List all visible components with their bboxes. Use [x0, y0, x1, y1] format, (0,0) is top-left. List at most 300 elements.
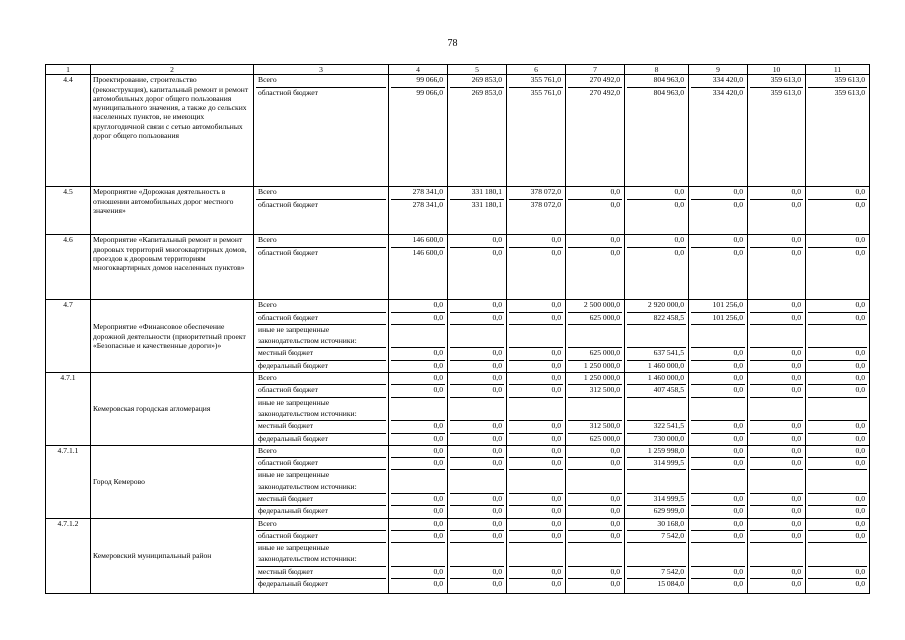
amount-value: 0,0	[733, 373, 743, 383]
amount-value: 0,0	[450, 493, 504, 505]
amount-value	[808, 542, 867, 554]
amount-value: 637 541,5	[627, 347, 686, 359]
section-name: Проектирование, строительство (реконструкция), капитальный ремонт и ремонт автомобильных дорог общего пользования муниципального значения, а также до сельских населенных пунктов, не имеющих круглогодичной связи с сетью автомобильных дорог общего пользования	[91, 75, 254, 187]
year-column-cell	[625, 187, 689, 235]
amount-value: 0,0	[750, 457, 803, 469]
amount-value	[568, 469, 622, 481]
funding-source-label: областной бюджет	[256, 247, 386, 259]
amount-value: 0,0	[450, 457, 504, 469]
amount-value	[568, 397, 622, 409]
year-column-cell	[389, 75, 448, 187]
amount-value	[509, 409, 563, 420]
amount-value: 0,0	[568, 566, 622, 578]
section-row	[46, 518, 870, 593]
year-column-cell	[689, 445, 748, 518]
amount-value: 146 600,0	[391, 247, 445, 259]
amount-value: 146 600,0	[412, 235, 443, 245]
amount-value: 0,0	[691, 566, 745, 578]
amount-value: 0,0	[750, 247, 803, 259]
year-column-cell	[748, 518, 806, 593]
header-cell: 2	[91, 65, 254, 75]
year-column-cell	[566, 445, 625, 518]
amount-value: 0,0	[509, 566, 563, 578]
section-code: 4.7.1.2	[46, 518, 91, 593]
year-column-cell	[689, 75, 748, 187]
amount-value: 0,0	[433, 300, 443, 310]
year-column-cell	[448, 445, 507, 518]
amount-value: 1 250 000,0	[568, 360, 622, 372]
amount-value: 1 460 000,0	[647, 373, 684, 383]
year-column-cell	[748, 300, 806, 373]
amount-value	[750, 542, 803, 554]
amount-value: 0,0	[750, 199, 803, 211]
amount-value: 0,0	[610, 235, 620, 245]
amount-value: 0,0	[750, 433, 803, 445]
amount-value: 0,0	[791, 300, 801, 310]
amount-value: 331 180,1	[471, 187, 502, 197]
amount-value: 0,0	[691, 433, 745, 445]
amount-value	[450, 542, 504, 554]
amount-value: 0,0	[450, 530, 504, 542]
amount-value: 0,0	[450, 312, 504, 324]
amount-value: 0,0	[691, 530, 745, 542]
funding-source-label: областной бюджет	[256, 199, 386, 211]
amount-value: 1 259 998,0	[647, 445, 684, 455]
section-name: Кемеровский муниципальный район	[91, 518, 254, 593]
year-column-cell	[448, 235, 507, 300]
funding-source-label: местный бюджет	[256, 566, 386, 578]
amount-value: 0,0	[450, 420, 504, 432]
year-column-cell	[806, 518, 870, 593]
funding-source-label: федеральный бюджет	[256, 505, 386, 517]
amount-value: 0,0	[691, 384, 745, 396]
amount-value: 0,0	[855, 300, 865, 310]
amount-value: 0,0	[551, 445, 561, 455]
year-column-cell	[625, 518, 689, 593]
year-column-cell	[748, 445, 806, 518]
funding-source-label: местный бюджет	[256, 347, 386, 359]
page-number: 78	[447, 38, 458, 49]
amount-value: 0,0	[509, 530, 563, 542]
section-name: Мероприятие «Капитальный ремонт и ремонт дворовых территорий многоквартирных домов, проездов к дворовым территориям многоквартирных домов населенных пунктов»	[91, 235, 254, 300]
funding-source-label: иные не запрещенные	[256, 324, 386, 336]
section-row	[46, 373, 870, 446]
amount-value	[750, 554, 803, 565]
amount-value: 0,0	[855, 235, 865, 245]
amount-value: 2 500 000,0	[583, 300, 620, 310]
amount-value	[568, 409, 622, 420]
year-column-cell	[507, 445, 566, 518]
year-column-cell	[806, 373, 870, 446]
amount-value	[627, 482, 686, 493]
amount-value: 359 613,0	[834, 75, 865, 85]
amount-value	[627, 469, 686, 481]
amount-value: 0,0	[733, 518, 743, 528]
amount-value: 0,0	[509, 360, 563, 372]
amount-value	[750, 336, 803, 347]
amount-value	[391, 336, 445, 347]
amount-value: 0,0	[551, 373, 561, 383]
section-code: 4.4	[46, 75, 91, 187]
amount-value: 0,0	[750, 530, 803, 542]
funding-source-label: Всего	[258, 300, 277, 310]
funding-source-label: иные не запрещенные	[256, 542, 386, 554]
amount-value: 804 963,0	[627, 87, 686, 99]
amount-value: 0,0	[391, 420, 445, 432]
funding-source-label: областной бюджет	[256, 312, 386, 324]
amount-value: 0,0	[855, 518, 865, 528]
year-column-cell	[566, 187, 625, 235]
amount-value: 0,0	[391, 312, 445, 324]
table-header-row	[46, 65, 870, 75]
amount-value: 0,0	[808, 530, 867, 542]
amount-value: 0,0	[509, 247, 563, 259]
amount-value	[750, 469, 803, 481]
amount-value: 0,0	[808, 360, 867, 372]
section-row	[46, 187, 870, 235]
funding-source-label: Всего	[258, 445, 277, 455]
amount-value	[808, 324, 867, 336]
amount-value: 0,0	[610, 518, 620, 528]
section-code: 4.7.1	[46, 373, 91, 446]
amount-value: 0,0	[551, 518, 561, 528]
amount-value: 0,0	[791, 373, 801, 383]
year-column-cell	[389, 300, 448, 373]
amount-value: 0,0	[733, 235, 743, 245]
amount-value: 0,0	[855, 187, 865, 197]
year-column-cell	[748, 235, 806, 300]
amount-value: 0,0	[509, 505, 563, 517]
amount-value: 7 542,0	[627, 566, 686, 578]
year-column-cell	[448, 518, 507, 593]
amount-value: 101 256,0	[691, 312, 745, 324]
year-column-cell	[566, 373, 625, 446]
funding-sources	[254, 373, 389, 446]
amount-value	[691, 336, 745, 347]
year-column-cell	[389, 187, 448, 235]
amount-value: 0,0	[391, 578, 445, 590]
funding-source-label: Всего	[258, 373, 277, 383]
amount-value: 0,0	[509, 420, 563, 432]
header-cell: 7	[566, 65, 625, 75]
amount-value	[750, 482, 803, 493]
amount-value: 101 256,0	[712, 300, 743, 310]
amount-value: 0,0	[391, 505, 445, 517]
amount-value	[391, 409, 445, 420]
amount-value	[568, 554, 622, 565]
amount-value: 322 541,5	[627, 420, 686, 432]
year-column-cell	[748, 373, 806, 446]
amount-value: 0,0	[808, 347, 867, 359]
amount-value	[808, 482, 867, 493]
amount-value: 730 000,0	[627, 433, 686, 445]
funding-source-label: федеральный бюджет	[256, 360, 386, 372]
amount-value	[450, 397, 504, 409]
funding-source-label: иные не запрещенные	[256, 469, 386, 481]
amount-value: 0,0	[808, 578, 867, 590]
amount-value: 0,0	[791, 445, 801, 455]
amount-value: 0,0	[391, 360, 445, 372]
amount-value	[568, 336, 622, 347]
funding-source-label: федеральный бюджет	[256, 433, 386, 445]
year-column-cell	[507, 75, 566, 187]
year-column-cell	[389, 235, 448, 300]
amount-value	[391, 397, 445, 409]
amount-value: 0,0	[750, 493, 803, 505]
amount-value: 0,0	[808, 312, 867, 324]
funding-sources	[254, 75, 389, 187]
amount-value	[750, 409, 803, 420]
year-column-cell	[448, 373, 507, 446]
amount-value: 0,0	[391, 433, 445, 445]
funding-source-label: Всего	[258, 187, 277, 197]
amount-value	[509, 542, 563, 554]
year-column-cell	[566, 518, 625, 593]
amount-value	[808, 469, 867, 481]
amount-value: 0,0	[750, 360, 803, 372]
amount-value: 0,0	[433, 373, 443, 383]
amount-value: 0,0	[691, 505, 745, 517]
amount-value: 0,0	[492, 518, 502, 528]
amount-value: 0,0	[509, 347, 563, 359]
header-cell: 9	[689, 65, 748, 75]
amount-value: 0,0	[627, 199, 686, 211]
funding-source-label: законодательством источники:	[258, 408, 357, 418]
amount-value: 0,0	[568, 199, 622, 211]
amount-value: 15 084,0	[627, 578, 686, 590]
amount-value: 0,0	[808, 420, 867, 432]
amount-value: 0,0	[450, 433, 504, 445]
amount-value	[568, 324, 622, 336]
amount-value	[568, 542, 622, 554]
amount-value	[391, 324, 445, 336]
budget-table	[45, 64, 870, 594]
amount-value: 0,0	[791, 187, 801, 197]
amount-value: 0,0	[509, 384, 563, 396]
year-column-cell	[748, 187, 806, 235]
amount-value: 0,0	[691, 457, 745, 469]
amount-value: 334 420,0	[691, 87, 745, 99]
amount-value: 0,0	[391, 566, 445, 578]
amount-value: 30 168,0	[657, 518, 684, 528]
amount-value: 0,0	[855, 445, 865, 455]
amount-value: 0,0	[492, 300, 502, 310]
year-column-cell	[566, 75, 625, 187]
amount-value	[691, 554, 745, 565]
amount-value: 0,0	[691, 347, 745, 359]
amount-value: 0,0	[492, 445, 502, 455]
amount-value: 0,0	[509, 457, 563, 469]
funding-sources	[254, 187, 389, 235]
section-code: 4.6	[46, 235, 91, 300]
year-column-cell	[448, 300, 507, 373]
funding-source-label: законодательством источники:	[258, 481, 357, 491]
amount-value: 0,0	[391, 493, 445, 505]
amount-value: 0,0	[791, 518, 801, 528]
amount-value	[509, 324, 563, 336]
year-column-cell	[689, 373, 748, 446]
header-cell: 1	[46, 65, 91, 75]
amount-value: 625 000,0	[568, 312, 622, 324]
section-row	[46, 235, 870, 300]
amount-value	[691, 482, 745, 493]
amount-value: 269 853,0	[471, 75, 502, 85]
year-column-cell	[389, 373, 448, 446]
amount-value: 0,0	[808, 493, 867, 505]
amount-value: 0,0	[808, 505, 867, 517]
funding-sources	[254, 300, 389, 373]
amount-value: 0,0	[691, 420, 745, 432]
amount-value: 314 999,5	[627, 493, 686, 505]
amount-value	[509, 469, 563, 481]
amount-value: 0,0	[509, 312, 563, 324]
amount-value: 0,0	[691, 493, 745, 505]
amount-value: 0,0	[433, 518, 443, 528]
header-cell: 11	[806, 65, 870, 75]
amount-value	[450, 554, 504, 565]
amount-value	[808, 397, 867, 409]
section-name: Город Кемерово	[91, 445, 254, 518]
funding-source-label: Всего	[258, 518, 277, 528]
year-column-cell	[625, 300, 689, 373]
amount-value: 0,0	[808, 566, 867, 578]
amount-value	[627, 409, 686, 420]
amount-value: 0,0	[674, 235, 684, 245]
section-name: Кемеровская городская агломерация	[91, 373, 254, 446]
amount-value: 99 066,0	[391, 87, 445, 99]
funding-source-label: областной бюджет	[256, 530, 386, 542]
amount-value: 0,0	[492, 235, 502, 245]
amount-value: 0,0	[450, 247, 504, 259]
funding-source-label: законодательством источники:	[258, 336, 357, 346]
amount-value	[568, 482, 622, 493]
amount-value: 0,0	[750, 505, 803, 517]
year-column-cell	[689, 300, 748, 373]
year-column-cell	[507, 518, 566, 593]
amount-value: 804 963,0	[653, 75, 684, 85]
amount-value: 378 072,0	[509, 199, 563, 211]
amount-value: 0,0	[750, 420, 803, 432]
amount-value: 0,0	[750, 566, 803, 578]
amount-value: 0,0	[750, 347, 803, 359]
amount-value: 0,0	[450, 384, 504, 396]
amount-value: 629 999,0	[627, 505, 686, 517]
amount-value: 1 460 000,0	[627, 360, 686, 372]
amount-value: 0,0	[509, 433, 563, 445]
year-column-cell	[625, 445, 689, 518]
amount-value	[391, 482, 445, 493]
amount-value	[627, 554, 686, 565]
header-cell: 3	[254, 65, 389, 75]
amount-value: 0,0	[691, 578, 745, 590]
year-column-cell	[507, 300, 566, 373]
amount-value: 270 492,0	[589, 75, 620, 85]
amount-value: 0,0	[568, 247, 622, 259]
amount-value: 0,0	[391, 384, 445, 396]
year-column-cell	[507, 187, 566, 235]
section-code: 4.5	[46, 187, 91, 235]
amount-value: 0,0	[750, 312, 803, 324]
year-column-cell	[507, 373, 566, 446]
year-column-cell	[448, 187, 507, 235]
amount-value: 0,0	[750, 578, 803, 590]
year-column-cell	[389, 445, 448, 518]
amount-value: 314 999,5	[627, 457, 686, 469]
amount-value: 822 458,5	[627, 312, 686, 324]
amount-value	[450, 409, 504, 420]
amount-value	[691, 397, 745, 409]
section-code: 4.7	[46, 300, 91, 373]
amount-value: 0,0	[433, 445, 443, 455]
year-column-cell	[625, 373, 689, 446]
year-column-cell	[507, 235, 566, 300]
amount-value: 0,0	[450, 347, 504, 359]
amount-value: 359 613,0	[808, 87, 867, 99]
funding-source-label: Всего	[258, 75, 277, 85]
year-column-cell	[566, 235, 625, 300]
year-column-cell	[748, 75, 806, 187]
amount-value	[450, 469, 504, 481]
amount-value	[391, 542, 445, 554]
amount-value: 0,0	[568, 493, 622, 505]
funding-source-label: областной бюджет	[256, 87, 386, 99]
amount-value	[627, 324, 686, 336]
amount-value: 625 000,0	[568, 347, 622, 359]
amount-value	[750, 324, 803, 336]
section-row	[46, 75, 870, 187]
amount-value: 355 761,0	[530, 75, 561, 85]
funding-source-label: областной бюджет	[256, 457, 386, 469]
amount-value: 0,0	[568, 505, 622, 517]
amount-value: 0,0	[733, 445, 743, 455]
funding-source-label: федеральный бюджет	[256, 578, 386, 590]
amount-value: 0,0	[808, 384, 867, 396]
year-column-cell	[389, 518, 448, 593]
year-column-cell	[689, 518, 748, 593]
funding-source-label: иные не запрещенные	[256, 397, 386, 409]
amount-value: 331 180,1	[450, 199, 504, 211]
amount-value: 0,0	[568, 578, 622, 590]
year-column-cell	[566, 300, 625, 373]
amount-value: 0,0	[808, 457, 867, 469]
amount-value: 0,0	[492, 373, 502, 383]
amount-value: 0,0	[450, 360, 504, 372]
year-column-cell	[806, 187, 870, 235]
header-cell: 5	[448, 65, 507, 75]
year-column-cell	[625, 75, 689, 187]
amount-value: 0,0	[808, 247, 867, 259]
amount-value: 334 420,0	[712, 75, 743, 85]
amount-value	[450, 336, 504, 347]
amount-value	[509, 397, 563, 409]
amount-value: 378 072,0	[530, 187, 561, 197]
year-column-cell	[689, 187, 748, 235]
amount-value: 0,0	[568, 457, 622, 469]
amount-value	[391, 469, 445, 481]
section-row	[46, 300, 870, 373]
amount-value	[808, 336, 867, 347]
amount-value	[627, 542, 686, 554]
amount-value: 278 341,0	[391, 199, 445, 211]
funding-source-label: местный бюджет	[256, 420, 386, 432]
amount-value: 0,0	[391, 457, 445, 469]
amount-value: 0,0	[691, 247, 745, 259]
funding-sources	[254, 235, 389, 300]
funding-source-label: местный бюджет	[256, 493, 386, 505]
amount-value	[691, 469, 745, 481]
amount-value	[808, 554, 867, 565]
amount-value: 0,0	[691, 199, 745, 211]
